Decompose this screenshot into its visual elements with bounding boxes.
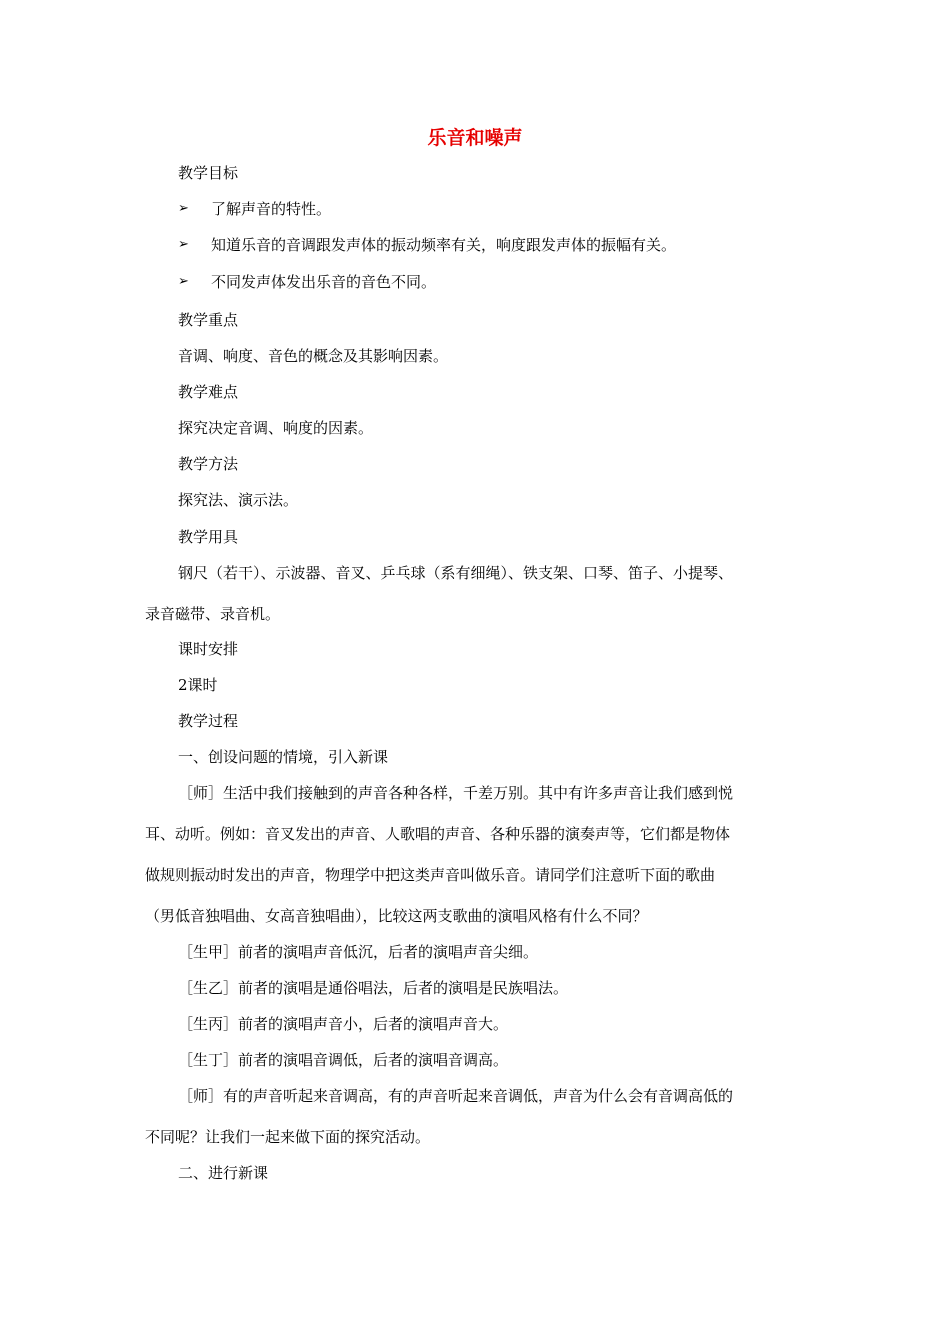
tools-heading: 教学用具 — [178, 528, 239, 546]
process-heading: 教学过程 — [178, 712, 239, 730]
teacher-paragraph-line: ［师］有的声音听起来音调高，有的声音听起来音调低，声音为什么会有音调高低的 — [178, 1087, 734, 1105]
schedule-text: 2课时 — [178, 676, 218, 694]
methods-text: 探究法、演示法。 — [178, 491, 299, 509]
objective-item: 知道乐音的音调跟发声体的振动频率有关，响度跟发声体的振幅有关。 — [211, 236, 677, 254]
part1-heading: 一、创设问题的情境，引入新课 — [178, 748, 389, 766]
student-answer: ［生乙］前者的演唱是通俗唱法，后者的演唱是民族唱法。 — [178, 979, 569, 997]
bullet-arrow-icon: ➢ — [178, 237, 189, 252]
teacher-paragraph-line: （男低音独唱曲、女高音独唱曲），比较这两支歌曲的演唱风格有什么不同？ — [145, 907, 648, 925]
methods-heading: 教学方法 — [178, 455, 239, 473]
teacher-paragraph-line: 不同呢？让我们一起来做下面的探究活动。 — [145, 1128, 431, 1146]
tools-text-line: 钢尺（若干）、示波器、音叉、乒乓球（系有细绳）、铁支架、口琴、笛子、小提琴、 — [178, 564, 734, 582]
objectives-heading: 教学目标 — [178, 164, 239, 182]
objective-item: 了解声音的特性。 — [211, 200, 332, 218]
bullet-arrow-icon: ➢ — [178, 274, 189, 289]
student-answer: ［生丁］前者的演唱音调低，后者的演唱音调高。 — [178, 1051, 509, 1069]
tools-text-line: 录音磁带、录音机。 — [145, 605, 281, 623]
teacher-paragraph-line: 耳、动听。例如：音叉发出的声音、人歌唱的声音、各种乐器的演奏声等，它们都是物体 — [145, 825, 731, 843]
key-points-text: 音调、响度、音色的概念及其影响因素。 — [178, 347, 449, 365]
objective-item: 不同发声体发出乐音的音色不同。 — [211, 273, 437, 291]
document-title: 乐音和噪声 — [427, 127, 523, 149]
difficulties-heading: 教学难点 — [178, 383, 239, 401]
student-answer: ［生甲］前者的演唱声音低沉，后者的演唱声音尖细。 — [178, 943, 539, 961]
key-points-heading: 教学重点 — [178, 311, 239, 329]
difficulties-text: 探究决定音调、响度的因素。 — [178, 419, 374, 437]
bullet-arrow-icon: ➢ — [178, 201, 189, 216]
schedule-heading: 课时安排 — [178, 640, 239, 658]
student-answer: ［生丙］前者的演唱声音小，后者的演唱声音大。 — [178, 1015, 509, 1033]
teacher-paragraph-line: 做规则振动时发出的声音，物理学中把这类声音叫做乐音。请同学们注意听下面的歌曲 — [145, 866, 716, 884]
part2-heading: 二、进行新课 — [178, 1164, 269, 1182]
teacher-paragraph-line: ［师］生活中我们接触到的声音各种各样，千差万别。其中有许多声音让我们感到悦 — [178, 784, 734, 802]
